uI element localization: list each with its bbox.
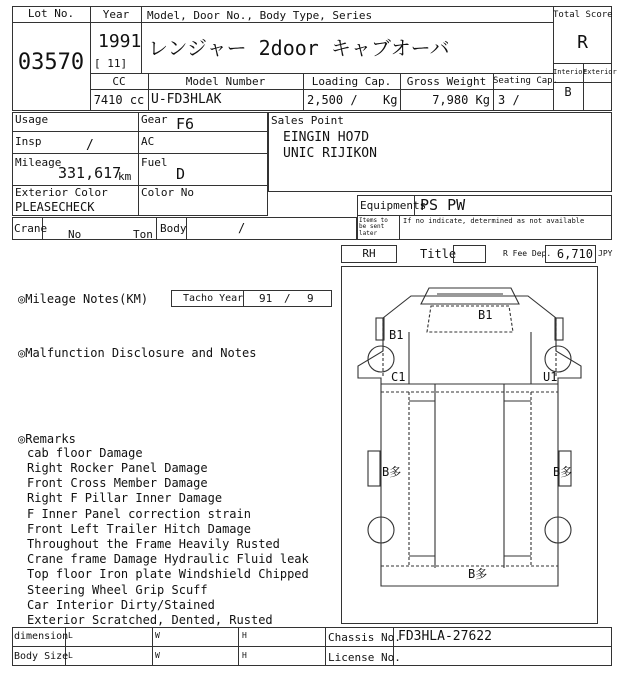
year-sub-value: [ 11] [94,57,128,70]
rh-value: RH [362,247,376,260]
divider [90,22,553,23]
divider [12,131,268,132]
tacho-slash: / [284,292,291,305]
chassis-label: Chassis No. [328,631,401,644]
tacho-year-value: 91 [259,292,273,305]
body-value: / [238,221,246,235]
title-label: Title [420,247,457,261]
interior-score: B [564,85,572,99]
dimension-w: W [155,631,160,640]
crane-label: Crane [14,222,48,235]
damage-mark: B1 [478,308,493,322]
ac-label: AC [141,135,155,148]
seating-cap-value: 3 / [498,93,520,107]
divider [138,112,139,216]
usage-label: Usage [15,113,49,126]
damage-mark: B多 [382,465,402,479]
insp-value: / [86,138,94,153]
mileage-value: 331,617 [58,164,122,182]
remark-item: Front Cross Member Damage [27,476,208,490]
seating-cap-label: Seating Cap. [493,76,559,86]
damage-mark: B多 [468,567,488,581]
tacho-year-label: Tacho Year [183,293,244,304]
dimension-label: dimension [14,631,69,642]
rfee-unit: JPY [598,249,613,258]
cc-value: 7410 cc [93,93,145,107]
equipments-label: Equipments [360,199,427,212]
damage-mark: B1 [389,328,404,342]
loading-cap-value: 2,500 / [307,93,358,107]
remark-item: Steering Wheel Grip Scuff [27,583,208,597]
loading-cap-unit: Kg [383,93,398,107]
body-size-l: L [68,651,73,660]
exterior-color-value: PLEASECHECK [15,200,95,214]
body-size-h: H [242,651,247,660]
equipments-value: PS PW [420,196,466,214]
divider [90,89,553,90]
dimension-l: L [68,631,73,640]
dimension-h: H [242,631,247,640]
sales-point-line: UNIC RIJIKON [283,146,377,161]
interior-label: Interior [553,68,587,76]
gross-weight-value: 7,980 Kg [432,93,490,107]
rfee-value: 6,710 [556,247,593,261]
divider [357,215,612,216]
malfunction-label: ◎Malfunction Disclosure and Notes [18,346,257,360]
items-later-note: Items to be sent later [359,217,388,237]
loading-cap-label: Loading Cap. [311,75,392,88]
rfee-label: R Fee Dep. [503,249,552,258]
remark-item: F Inner Panel correction strain [27,507,251,521]
sales-point-label: Sales Point [271,114,344,127]
divider [156,217,157,240]
gear-label: Gear [141,113,168,126]
model-label: Model, Door No., Body Type, Series [147,9,373,22]
fuel-label: Fuel [141,156,168,169]
year-value: 1991 [98,31,142,52]
gear-value: F6 [176,115,195,133]
mileage-notes-label: ◎Mileage Notes(KM) [18,292,149,306]
cc-label: CC [112,75,126,88]
tacho-month-value: 9 [307,292,314,305]
total-score-label: Total Score [553,10,613,20]
insp-label: Insp [15,135,42,148]
mileage-unit: km [118,170,132,183]
remark-item: cab floor Damage [27,446,143,460]
model-number-label: Model Number [185,75,266,88]
exterior-label: Exterior [583,68,617,76]
model-number-value: U-FD3HLAK [151,92,222,107]
damage-mark: U1 [543,370,558,384]
divider [553,82,612,83]
divider [90,73,553,74]
no-indicate-note: If no indicate, determined as not available [403,217,585,225]
sales-point-line: EINGIN HO7D [283,130,370,145]
license-label: License No. [328,651,401,664]
model-value: レンジャー 2door キャブオーバ [148,36,450,60]
divider [152,627,153,666]
gross-weight-label: Gross Weight [406,75,487,88]
remarks-label: ◎Remarks [18,432,76,446]
divider [12,646,612,647]
lot-no-label: Lot No. [27,7,75,20]
divider [399,215,400,240]
exterior-color-label: Exterior Color [15,186,108,199]
damage-mark: C1 [391,370,406,384]
remark-item: Crane frame Damage Hydraulic Fluid leak [27,552,309,566]
remark-item: Front Left Trailer Hitch Damage [27,522,251,536]
title-box [453,245,486,263]
body-label: Body [160,222,187,235]
remark-item: Exterior Scratched, Dented, Rusted [27,613,273,627]
divider [12,153,268,154]
body-size-w: W [155,651,160,660]
remark-item: Throughout the Frame Heavily Rusted [27,537,280,551]
body-size-label: Body Size [14,651,69,662]
mileage-label: Mileage [15,156,62,169]
total-score-value: R [577,32,588,53]
divider [12,22,91,23]
year-label: Year [102,8,130,21]
remark-item: Car Interior Dirty/Stained [27,598,215,612]
remark-item: Right Rocker Panel Damage [27,461,208,475]
crane-unit: Ton [133,228,153,241]
color-no-label: Color No [141,186,194,199]
lot-no-value: 03570 [17,50,85,75]
divider [238,627,239,666]
remark-item: Right F Pillar Inner Damage [27,491,223,505]
remark-item: Top floor Iron plate Windshield Chipped [27,567,309,581]
damage-mark: B多 [553,465,573,479]
divider [325,627,326,666]
chassis-value: FD3HLA-27622 [398,629,492,644]
crane-value: No [68,228,82,241]
fuel-value: D [176,165,186,183]
